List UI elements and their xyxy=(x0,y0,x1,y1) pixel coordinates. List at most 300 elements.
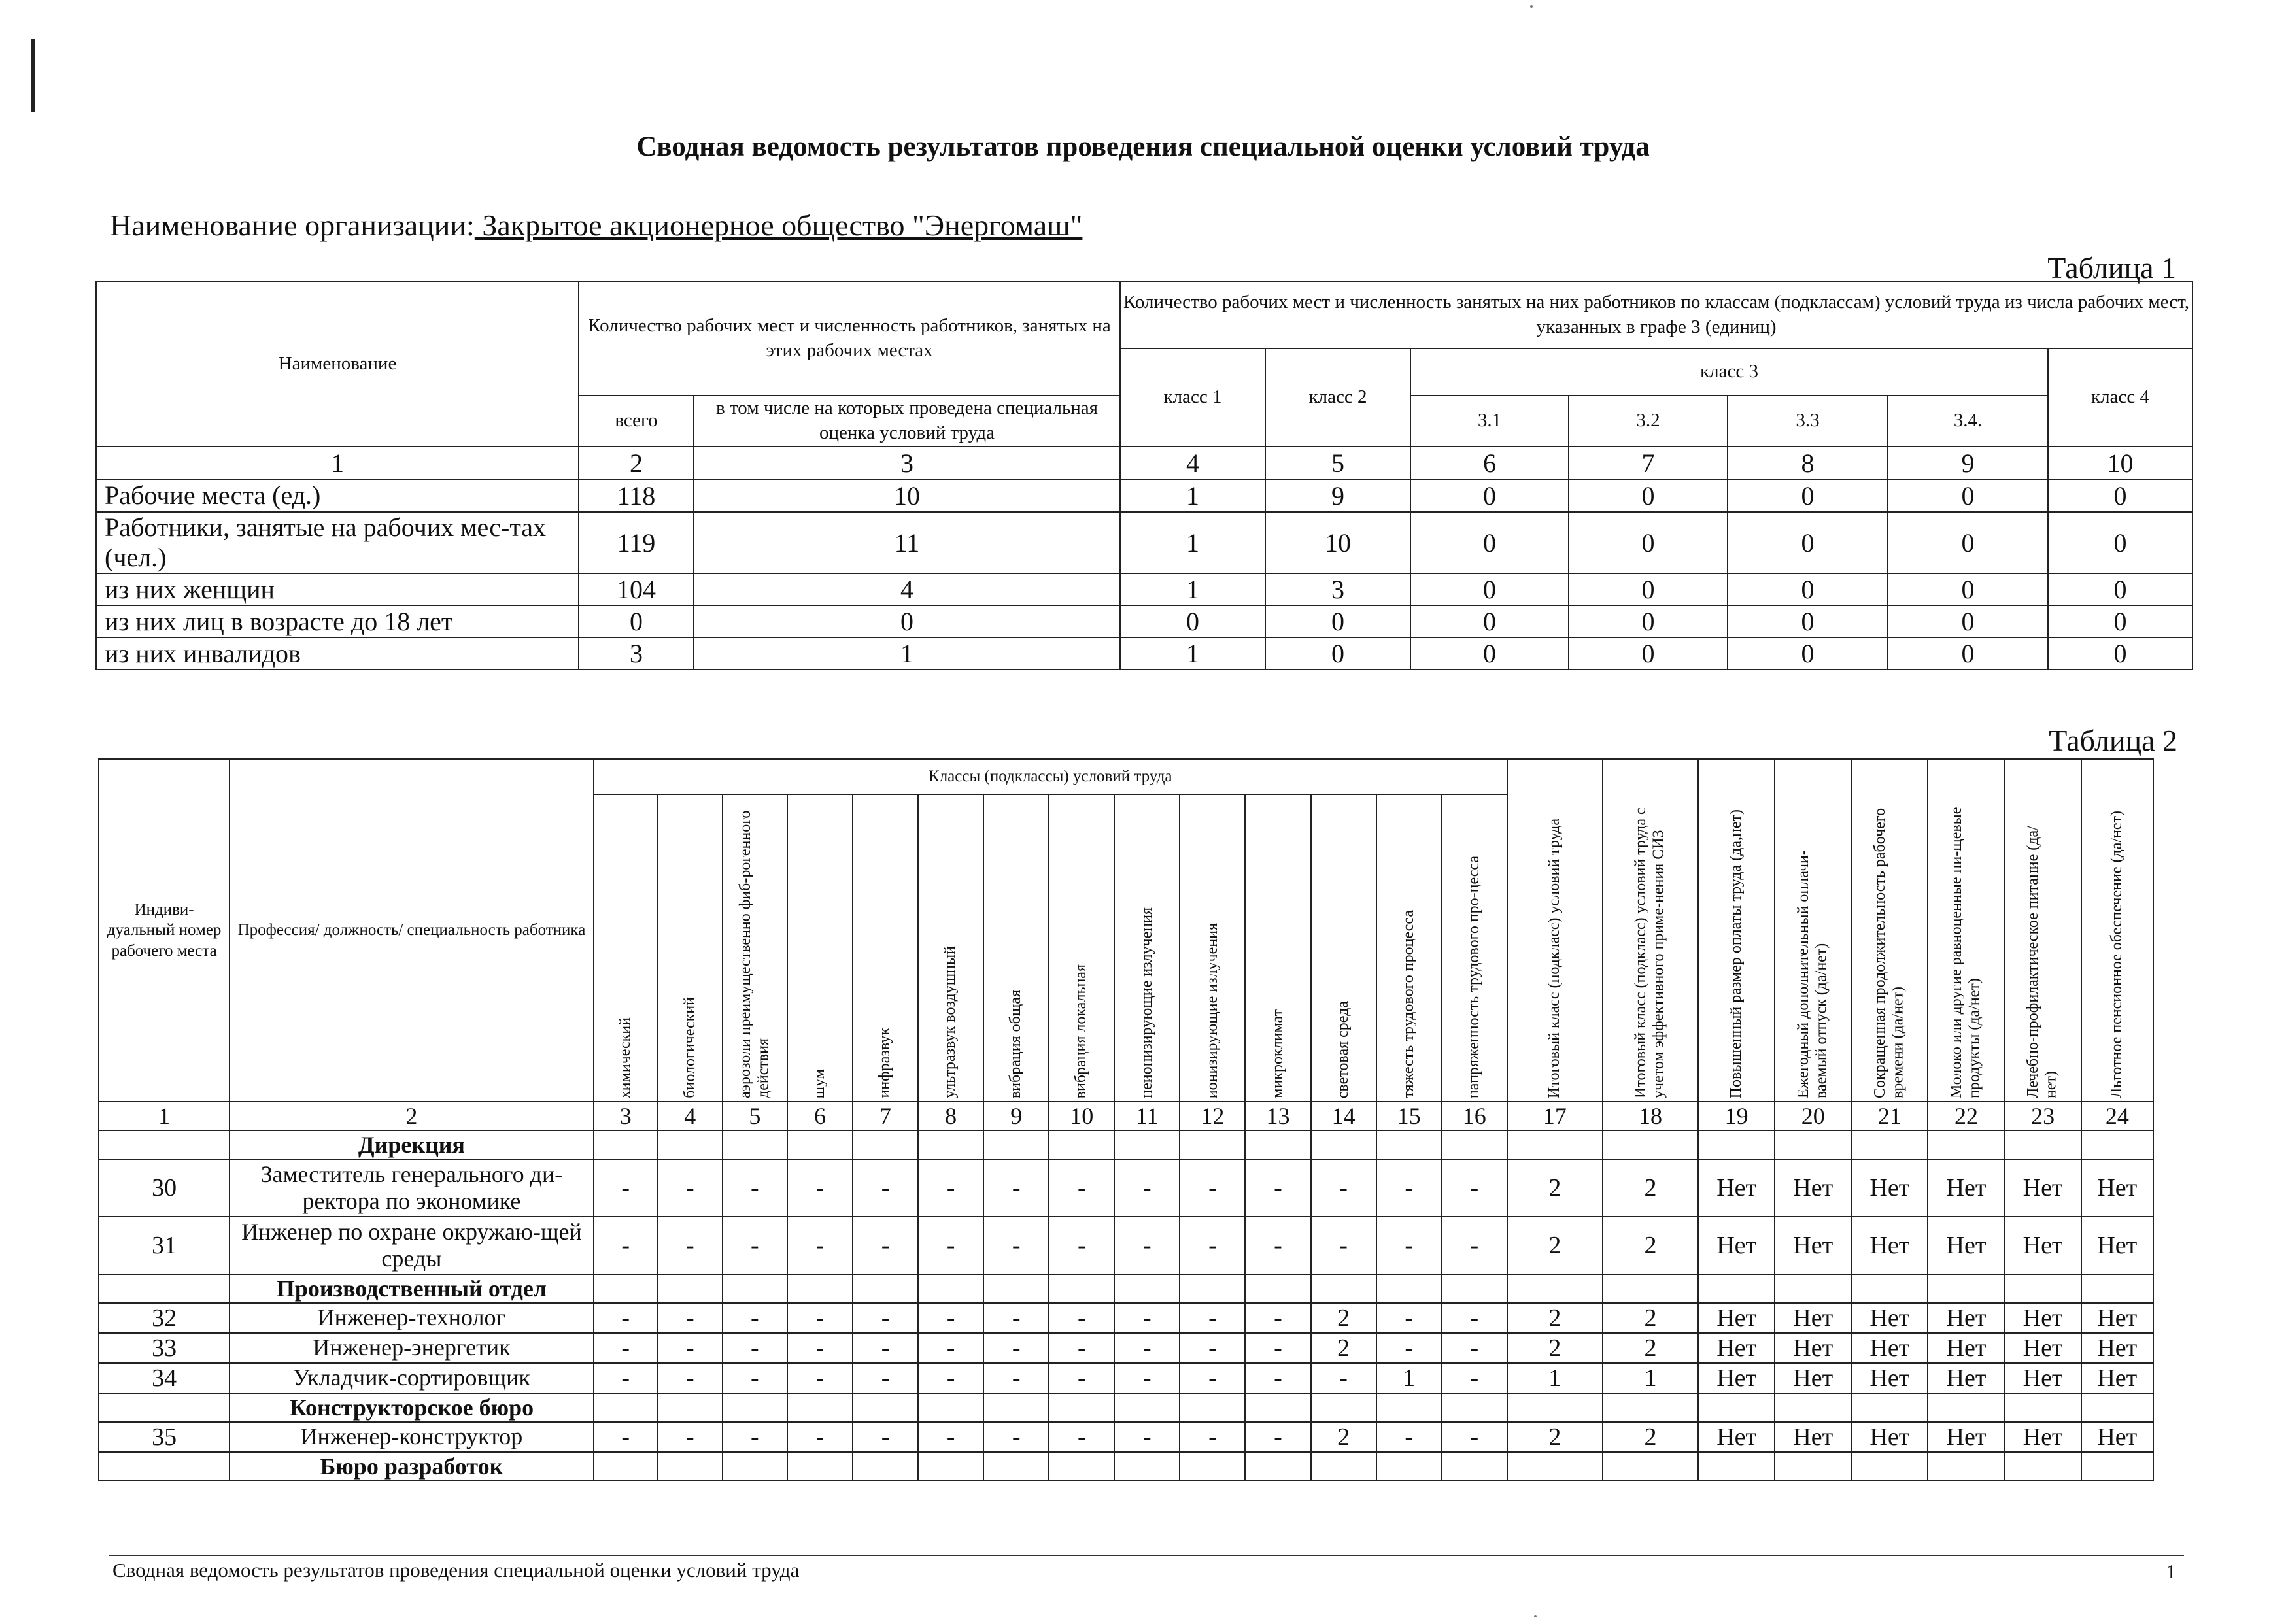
t2-col-number: 3 xyxy=(594,1102,658,1130)
t2-empty-cell xyxy=(2081,1393,2153,1422)
t1-value-cell: 0 xyxy=(694,605,1120,637)
t2-value-cell: Нет xyxy=(1698,1303,1775,1333)
t2-value-cell: - xyxy=(658,1159,723,1217)
t2-col-number: 12 xyxy=(1180,1102,1245,1130)
t1-header-assessed: в том числе на которых проведена специальная оценка условий труда xyxy=(694,396,1120,447)
t1-value-cell: 1 xyxy=(1120,573,1265,605)
t2-header-extra: Повышенный размер оплаты труда (да,нет) xyxy=(1698,759,1775,1102)
t2-empty-cell xyxy=(1049,1130,1114,1159)
t2-value-cell: 1 xyxy=(1603,1363,1698,1393)
t1-col-number: 6 xyxy=(1410,447,1569,479)
t2-value-cell: - xyxy=(1180,1217,1245,1274)
t2-empty-cell xyxy=(594,1130,658,1159)
t2-value-cell: 1 xyxy=(1507,1363,1603,1393)
t2-value-cell: - xyxy=(787,1333,853,1363)
t1-value-cell: 0 xyxy=(1569,479,1728,512)
t1-value-cell: 0 xyxy=(1410,605,1569,637)
t2-row xyxy=(99,1333,2153,1363)
t1-row-label: из них инвалидов xyxy=(96,637,579,669)
t2-value-cell: Нет xyxy=(1775,1363,1851,1393)
t2-empty-cell xyxy=(1114,1130,1180,1159)
t2-col-number: 9 xyxy=(983,1102,1049,1130)
t1-header-class2: класс 2 xyxy=(1265,348,1410,447)
t2-empty-cell xyxy=(1442,1393,1507,1422)
t1-value-cell: 0 xyxy=(1888,479,2048,512)
t2-empty-cell xyxy=(1049,1393,1114,1422)
footer-rule xyxy=(109,1555,2184,1556)
t2-value-cell: - xyxy=(1180,1159,1245,1217)
t2-value-cell: Нет xyxy=(2081,1303,2153,1333)
t2-value-cell: Нет xyxy=(1775,1303,1851,1333)
t2-value-cell: - xyxy=(658,1363,723,1393)
t2-value-cell: - xyxy=(1245,1217,1310,1274)
t2-empty-cell xyxy=(918,1274,983,1303)
t2-empty-cell xyxy=(1376,1452,1442,1481)
t2-profession: Заместитель генерального ди-ректора по экономике xyxy=(230,1159,594,1217)
t2-empty-cell xyxy=(2081,1452,2153,1481)
t1-header-class3-2: 3.2 xyxy=(1569,396,1728,447)
t2-empty-cell xyxy=(1049,1274,1114,1303)
t2-value-cell: Нет xyxy=(1928,1217,2004,1274)
t2-value-cell: - xyxy=(1049,1217,1114,1274)
t2-empty-cell xyxy=(853,1274,918,1303)
t2-empty-cell xyxy=(658,1130,723,1159)
t2-col-number: 20 xyxy=(1775,1102,1851,1130)
t1-col-number: 4 xyxy=(1120,447,1265,479)
t2-value-cell: - xyxy=(1049,1422,1114,1452)
t2-value-cell: Нет xyxy=(1928,1363,2004,1393)
t2-empty-cell xyxy=(2081,1130,2153,1159)
t2-empty-cell xyxy=(1775,1130,1851,1159)
t2-value-cell: - xyxy=(1114,1333,1180,1363)
t2-value-cell: - xyxy=(983,1333,1049,1363)
t2-section-title: Производственный отдел xyxy=(230,1274,594,1303)
t2-empty-cell xyxy=(2005,1274,2081,1303)
t2-empty-cell xyxy=(1245,1274,1310,1303)
page-number: 1 xyxy=(2166,1560,2176,1583)
t1-value-cell: 1 xyxy=(1120,512,1265,573)
table1-caption: Таблица 1 xyxy=(2047,251,2176,284)
t2-value-cell: - xyxy=(1180,1303,1245,1333)
t2-empty-cell xyxy=(1507,1274,1603,1303)
t2-value-cell: Нет xyxy=(2005,1217,2081,1274)
t2-header-factor: вибрация общая xyxy=(983,794,1049,1102)
t2-header-extra: Итоговый класс (подкласс) условий труда с учетом эффективного приме-нения СИЗ xyxy=(1603,759,1698,1102)
t2-empty-cell xyxy=(594,1274,658,1303)
t1-value-cell: 104 xyxy=(579,573,694,605)
t2-value-cell: Нет xyxy=(1698,1422,1775,1452)
t2-value-cell: Нет xyxy=(2005,1363,2081,1393)
t2-empty-cell xyxy=(1180,1393,1245,1422)
t2-value-cell: Нет xyxy=(1698,1333,1775,1363)
t2-value-cell: - xyxy=(1245,1303,1310,1333)
t2-value-cell: Нет xyxy=(2005,1303,2081,1333)
t2-row xyxy=(99,1363,2153,1393)
t2-value-cell: Нет xyxy=(1775,1333,1851,1363)
t1-row xyxy=(96,605,2192,637)
t2-empty-cell xyxy=(918,1393,983,1422)
t2-empty-cell xyxy=(1245,1130,1310,1159)
t1-value-cell: 3 xyxy=(1265,573,1410,605)
t2-header-extra: Льготное пенсионное обеспечение (да/нет) xyxy=(2081,759,2153,1102)
t2-empty-cell xyxy=(1180,1274,1245,1303)
t2-workplace-id: 35 xyxy=(99,1422,230,1452)
t2-empty-cell xyxy=(1507,1130,1603,1159)
t2-value-cell: - xyxy=(1442,1363,1507,1393)
t2-empty-cell xyxy=(1775,1452,1851,1481)
t2-value-cell: - xyxy=(787,1217,853,1274)
t1-value-cell: 0 xyxy=(2048,573,2192,605)
t2-row xyxy=(99,1159,2153,1217)
t1-column-numbers xyxy=(96,447,2192,479)
t1-value-cell: 0 xyxy=(579,605,694,637)
t2-value-cell: - xyxy=(1180,1333,1245,1363)
scan-edge-mark xyxy=(31,39,35,112)
t2-empty-cell xyxy=(1851,1452,1928,1481)
t2-value-cell: - xyxy=(658,1217,723,1274)
t2-empty-cell xyxy=(1245,1393,1310,1422)
t2-value-cell: - xyxy=(1114,1422,1180,1452)
t2-value-cell: Нет xyxy=(1851,1159,1928,1217)
t2-empty-cell xyxy=(658,1393,723,1422)
t2-empty-cell xyxy=(1311,1393,1376,1422)
t2-value-cell: - xyxy=(658,1303,723,1333)
t2-empty-cell xyxy=(1114,1452,1180,1481)
t2-value-cell: - xyxy=(983,1422,1049,1452)
t2-value-cell: - xyxy=(853,1333,918,1363)
t2-col-number: 11 xyxy=(1114,1102,1180,1130)
t2-value-cell: - xyxy=(1245,1159,1310,1217)
t2-empty-cell xyxy=(1698,1130,1775,1159)
t2-empty-cell xyxy=(1049,1452,1114,1481)
scan-speck xyxy=(1530,5,1533,8)
t2-empty-cell xyxy=(1507,1452,1603,1481)
t1-value-cell: 0 xyxy=(1728,479,1888,512)
t1-value-cell: 0 xyxy=(1410,479,1569,512)
document-title: Сводная ведомость результатов проведения специальной оценки условий труда xyxy=(636,131,1650,162)
t2-header-factor: световая среда xyxy=(1311,794,1376,1102)
t2-value-cell: - xyxy=(1442,1159,1507,1217)
t2-value-cell: Нет xyxy=(2005,1422,2081,1452)
t1-value-cell: 1 xyxy=(694,637,1120,669)
t2-value-cell: - xyxy=(1376,1422,1442,1452)
t2-col-number: 6 xyxy=(787,1102,853,1130)
organization-label: Наименование организации: xyxy=(110,209,475,242)
t2-empty-cell xyxy=(2005,1130,2081,1159)
t2-empty-cell xyxy=(1698,1274,1775,1303)
t2-empty-cell xyxy=(1698,1393,1775,1422)
t2-value-cell: Нет xyxy=(1851,1333,1928,1363)
t2-empty-cell xyxy=(983,1130,1049,1159)
t2-header-factor: ионизирующие излучения xyxy=(1180,794,1245,1102)
t1-col-number: 2 xyxy=(579,447,694,479)
t2-col-number: 10 xyxy=(1049,1102,1114,1130)
t1-value-cell: 0 xyxy=(1888,637,2048,669)
t2-empty-cell xyxy=(853,1452,918,1481)
t1-value-cell: 0 xyxy=(1120,605,1265,637)
t1-value-cell: 11 xyxy=(694,512,1120,573)
t1-value-cell: 10 xyxy=(694,479,1120,512)
t2-value-cell: - xyxy=(787,1363,853,1393)
t1-value-cell: 0 xyxy=(1888,573,2048,605)
t2-value-cell: - xyxy=(787,1159,853,1217)
t1-value-cell: 0 xyxy=(1410,573,1569,605)
t2-profession: Инженер по охране окружаю-щей среды xyxy=(230,1217,594,1274)
t2-section-pad xyxy=(99,1130,230,1159)
t2-col-number: 14 xyxy=(1311,1102,1376,1130)
t2-col-number: 18 xyxy=(1603,1102,1698,1130)
t1-value-cell: 0 xyxy=(1265,637,1410,669)
t2-value-cell: Нет xyxy=(1851,1217,1928,1274)
t1-value-cell: 3 xyxy=(579,637,694,669)
t2-value-cell: - xyxy=(853,1422,918,1452)
t2-section-pad xyxy=(99,1274,230,1303)
t2-profession: Инженер-энергетик xyxy=(230,1333,594,1363)
t2-value-cell: - xyxy=(594,1422,658,1452)
t2-value-cell: Нет xyxy=(1775,1217,1851,1274)
t1-value-cell: 0 xyxy=(1728,605,1888,637)
t2-section-row xyxy=(99,1452,2153,1481)
t2-value-cell: - xyxy=(1376,1217,1442,1274)
t1-value-cell: 4 xyxy=(694,573,1120,605)
t1-value-cell: 0 xyxy=(2048,605,2192,637)
t2-value-cell: - xyxy=(1049,1333,1114,1363)
t2-value-cell: - xyxy=(594,1217,658,1274)
summary-table xyxy=(95,281,2193,670)
t2-empty-cell xyxy=(1376,1393,1442,1422)
t2-header-factor: аэрозоли преимущественно фиб-рогенного действия xyxy=(723,794,787,1102)
t2-value-cell: Нет xyxy=(1698,1159,1775,1217)
t2-header-extra: Ежегодный дополнительный оплачи-ваемый отпуск (да/нет) xyxy=(1775,759,1851,1102)
t2-empty-cell xyxy=(1114,1274,1180,1303)
t1-col-number: 1 xyxy=(96,447,579,479)
t2-value-cell: - xyxy=(723,1333,787,1363)
t2-empty-cell xyxy=(1180,1130,1245,1159)
t1-header-workplaces: Количество рабочих мест и численность работников, занятых на этих рабочих местах xyxy=(579,282,1120,396)
t1-row-label: из них лиц в возрасте до 18 лет xyxy=(96,605,579,637)
t2-workplace-id: 30 xyxy=(99,1159,230,1217)
t2-value-cell: - xyxy=(1049,1363,1114,1393)
t1-rows xyxy=(96,479,2192,669)
t2-empty-cell xyxy=(787,1452,853,1481)
t2-column-numbers xyxy=(99,1102,2153,1130)
t2-col-number: 7 xyxy=(853,1102,918,1130)
t1-header-class1: класс 1 xyxy=(1120,348,1265,447)
t2-section-pad xyxy=(99,1452,230,1481)
t2-header-factor: биологический xyxy=(658,794,723,1102)
t2-empty-cell xyxy=(787,1393,853,1422)
t2-header-classes: Классы (подклассы) условий труда xyxy=(594,759,1507,794)
t2-value-cell: - xyxy=(658,1333,723,1363)
t2-empty-cell xyxy=(1603,1393,1698,1422)
t2-empty-cell xyxy=(594,1393,658,1422)
t2-value-cell: - xyxy=(918,1363,983,1393)
t2-header-extra: Лечебно-профилактическое питание (да/нет) xyxy=(2005,759,2081,1102)
t2-value-cell: Нет xyxy=(1775,1422,1851,1452)
t1-value-cell: 0 xyxy=(2048,479,2192,512)
t2-empty-cell xyxy=(1603,1452,1698,1481)
t2-header-factor: микроклимат xyxy=(1245,794,1310,1102)
t2-empty-cell xyxy=(1114,1393,1180,1422)
t2-value-cell: 2 xyxy=(1603,1303,1698,1333)
t1-header-class3-3: 3.3 xyxy=(1728,396,1888,447)
t2-header-extra: Сокращенная продолжительность рабочего времени (да/нет) xyxy=(1851,759,1928,1102)
t2-empty-cell xyxy=(1851,1393,1928,1422)
t2-row xyxy=(99,1303,2153,1333)
t2-empty-cell xyxy=(1180,1452,1245,1481)
t2-value-cell: Нет xyxy=(1698,1217,1775,1274)
t1-value-cell: 0 xyxy=(1569,573,1728,605)
t2-value-cell: - xyxy=(853,1217,918,1274)
t1-value-cell: 118 xyxy=(579,479,694,512)
t2-value-cell: - xyxy=(723,1303,787,1333)
t2-header-factor: химический xyxy=(594,794,658,1102)
t2-value-cell: - xyxy=(723,1422,787,1452)
t2-value-cell: - xyxy=(918,1159,983,1217)
t1-col-number: 10 xyxy=(2048,447,2192,479)
t1-row xyxy=(96,573,2192,605)
t2-header-factor: инфразвук xyxy=(853,794,918,1102)
t2-empty-cell xyxy=(983,1452,1049,1481)
t2-value-cell: - xyxy=(1442,1422,1507,1452)
t2-empty-cell xyxy=(723,1452,787,1481)
t2-value-cell: - xyxy=(787,1303,853,1333)
t2-value-cell: Нет xyxy=(1775,1159,1851,1217)
t1-value-cell: 0 xyxy=(1569,637,1728,669)
t2-empty-cell xyxy=(658,1452,723,1481)
t1-value-cell: 0 xyxy=(1728,637,1888,669)
t2-value-cell: Нет xyxy=(1928,1333,2004,1363)
t2-value-cell: - xyxy=(1311,1363,1376,1393)
t2-value-cell: - xyxy=(1245,1363,1310,1393)
t2-value-cell: - xyxy=(1180,1422,1245,1452)
t1-value-cell: 1 xyxy=(1120,637,1265,669)
organization-name: Закрытое акционерное общество "Энергомаш" xyxy=(474,209,1083,242)
t2-empty-cell xyxy=(1311,1274,1376,1303)
t1-row xyxy=(96,512,2192,573)
t2-header-factor: шум xyxy=(787,794,853,1102)
t2-profession: Инженер-технолог xyxy=(230,1303,594,1333)
t2-value-cell: - xyxy=(1311,1159,1376,1217)
t2-section-row xyxy=(99,1393,2153,1422)
t1-row xyxy=(96,637,2192,669)
t2-section-title: Бюро разработок xyxy=(230,1452,594,1481)
t2-header-factor: неионизирующие излучения xyxy=(1114,794,1180,1102)
t2-empty-cell xyxy=(1928,1452,2004,1481)
t2-col-number: 4 xyxy=(658,1102,723,1130)
t2-value-cell: - xyxy=(918,1217,983,1274)
t2-empty-cell xyxy=(1376,1274,1442,1303)
t1-value-cell: 0 xyxy=(1569,605,1728,637)
t2-value-cell: - xyxy=(918,1422,983,1452)
t2-value-cell: - xyxy=(787,1422,853,1452)
t1-value-cell: 0 xyxy=(1410,637,1569,669)
t1-value-cell: 0 xyxy=(1569,512,1728,573)
t1-value-cell: 10 xyxy=(1265,512,1410,573)
t2-empty-cell xyxy=(1442,1452,1507,1481)
scan-speck xyxy=(1534,1615,1537,1617)
t1-value-cell: 0 xyxy=(1888,605,2048,637)
t2-value-cell: - xyxy=(723,1363,787,1393)
t2-empty-cell xyxy=(1851,1130,1928,1159)
t1-row-label: Рабочие места (ед.) xyxy=(96,479,579,512)
t2-empty-cell xyxy=(723,1130,787,1159)
t2-empty-cell xyxy=(1507,1393,1603,1422)
t2-value-cell: - xyxy=(983,1217,1049,1274)
t1-value-cell: 0 xyxy=(2048,637,2192,669)
t2-empty-cell xyxy=(1928,1393,2004,1422)
t2-value-cell: - xyxy=(594,1363,658,1393)
t2-empty-cell xyxy=(1442,1274,1507,1303)
t1-row xyxy=(96,479,2192,512)
t2-section-title: Конструкторское бюро xyxy=(230,1393,594,1422)
t2-value-cell: - xyxy=(1049,1303,1114,1333)
t2-empty-cell xyxy=(1311,1452,1376,1481)
t2-section-pad xyxy=(99,1393,230,1422)
t2-value-cell: 2 xyxy=(1507,1333,1603,1363)
t2-value-cell: Нет xyxy=(1928,1303,2004,1333)
t2-value-cell: - xyxy=(1376,1303,1442,1333)
t1-header-class3-1: 3.1 xyxy=(1410,396,1569,447)
t2-value-cell: 2 xyxy=(1507,1159,1603,1217)
t1-col-number: 8 xyxy=(1728,447,1888,479)
table2-caption: Таблица 2 xyxy=(2049,724,2177,757)
t2-section-row xyxy=(99,1130,2153,1159)
t2-empty-cell xyxy=(2005,1393,2081,1422)
t1-header-by-class: Количество рабочих мест и численность занятых на них работников по классам (подклассам) условий труда из числа рабочих мест, указанных в графе 3 (единиц) xyxy=(1120,282,2192,348)
t2-col-number: 19 xyxy=(1698,1102,1775,1130)
t2-empty-cell xyxy=(2005,1452,2081,1481)
t2-value-cell: - xyxy=(918,1333,983,1363)
t2-col-number: 5 xyxy=(723,1102,787,1130)
t2-value-cell: 2 xyxy=(1603,1217,1698,1274)
t2-value-cell: Нет xyxy=(2005,1159,2081,1217)
t2-workplace-id: 31 xyxy=(99,1217,230,1274)
t1-row-label: Работники, занятые на рабочих мес-тах (чел.) xyxy=(96,512,579,573)
t2-col-number: 2 xyxy=(230,1102,594,1130)
t2-col-number: 23 xyxy=(2005,1102,2081,1130)
t1-col-number: 5 xyxy=(1265,447,1410,479)
t1-value-cell: 0 xyxy=(1728,512,1888,573)
t2-empty-cell xyxy=(1928,1274,2004,1303)
t2-empty-cell xyxy=(983,1274,1049,1303)
t2-value-cell: 2 xyxy=(1603,1422,1698,1452)
t2-empty-cell xyxy=(787,1130,853,1159)
t2-header-factor: вибрация локальная xyxy=(1049,794,1114,1102)
t2-empty-cell xyxy=(1603,1274,1698,1303)
t2-row xyxy=(99,1217,2153,1274)
t2-header-profession: Профессия/ должность/ специальность работника xyxy=(230,759,594,1102)
t2-value-cell: - xyxy=(594,1159,658,1217)
t2-value-cell: Нет xyxy=(2081,1422,2153,1452)
t2-value-cell: - xyxy=(1114,1363,1180,1393)
t2-col-number: 1 xyxy=(99,1102,230,1130)
t1-value-cell: 9 xyxy=(1265,479,1410,512)
t2-empty-cell xyxy=(1311,1130,1376,1159)
t2-empty-cell xyxy=(1603,1130,1698,1159)
t2-value-cell: - xyxy=(1376,1159,1442,1217)
t2-value-cell: - xyxy=(918,1303,983,1333)
t2-value-cell: - xyxy=(853,1363,918,1393)
t2-header-id: Индиви-дуальный номер рабочего места xyxy=(99,759,230,1102)
t2-value-cell: 2 xyxy=(1507,1217,1603,1274)
t2-empty-cell xyxy=(1775,1274,1851,1303)
t2-header-extra: Молоко или другие равноценные пи-щевые продукты (да/нет) xyxy=(1928,759,2004,1102)
t2-empty-cell xyxy=(1442,1130,1507,1159)
t2-value-cell: - xyxy=(1245,1333,1310,1363)
t2-workplace-id: 34 xyxy=(99,1363,230,1393)
t1-header-class4: класс 4 xyxy=(2048,348,2192,447)
